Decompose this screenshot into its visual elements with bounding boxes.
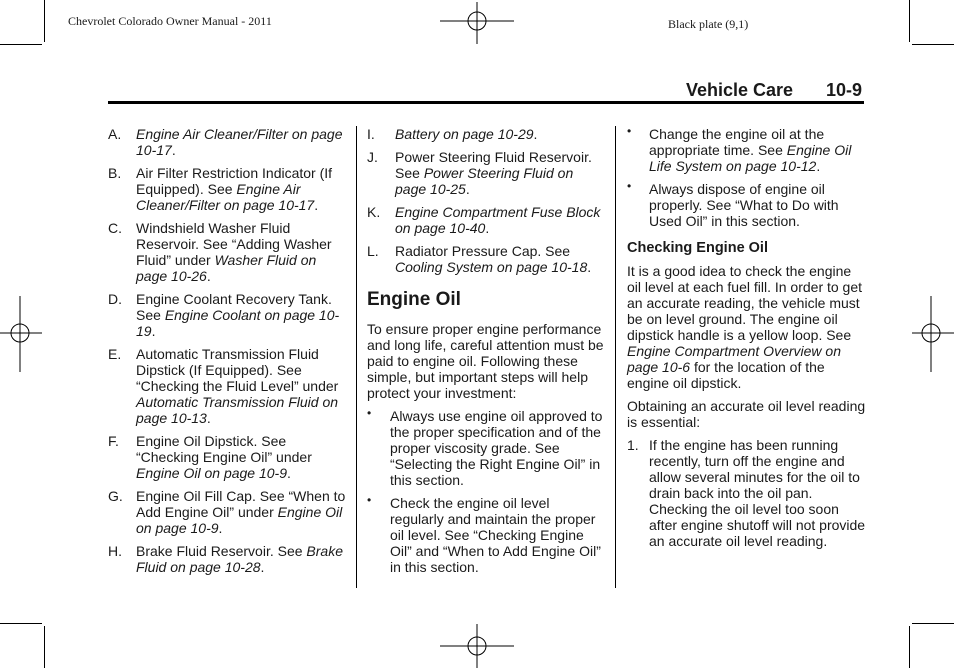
cross-reference[interactable]: Power Steering Fluid on page 10-25 bbox=[395, 165, 574, 197]
bullet-icon: • bbox=[627, 179, 632, 193]
crop-mark bbox=[912, 44, 954, 45]
page-number: 10-9 bbox=[826, 80, 863, 100]
column-divider bbox=[615, 126, 616, 588]
step-1: 1. If the engine has been running recently, turn off the engine and allow several minutes for the oil to drain back into the oil pan. Checking the oil level too soon after engine shutoff will not provide an accurate oil level reading. bbox=[627, 437, 866, 549]
cross-reference[interactable]: Engine Compartment Fuse Block on page 10-40 bbox=[395, 204, 601, 236]
checking-engine-oil-heading: Checking Engine Oil bbox=[627, 240, 768, 256]
cross-reference[interactable]: Engine Coolant on page 10-19 bbox=[136, 307, 340, 339]
header-rule bbox=[108, 101, 864, 104]
paragraph: Obtaining an accurate oil level reading is essential: bbox=[627, 398, 866, 430]
cross-reference[interactable]: Battery on page 10-29 bbox=[395, 126, 534, 142]
cross-reference[interactable]: Engine Compartment Overview on page 10-6 bbox=[627, 343, 841, 375]
legend-item-g: G. Engine Oil Fill Cap. See “When to Add Engine Oil” under Engine Oil on page 10-9. bbox=[108, 488, 346, 536]
bullet-icon: • bbox=[627, 124, 632, 138]
column-3 bbox=[627, 126, 867, 556]
crop-mark bbox=[0, 623, 42, 624]
registration-mark-top bbox=[440, 2, 516, 44]
legend-item-k: K. Engine Compartment Fuse Block on page 10-40. bbox=[367, 204, 601, 236]
legend-item-c: C. Windshield Washer Fluid Reservoir. See “Adding Washer Fluid” under Washer Fluid on page 10-26. bbox=[108, 220, 332, 284]
cross-reference[interactable]: Engine Oil Life System on page 10-12 bbox=[649, 142, 852, 174]
column-1 bbox=[108, 126, 348, 582]
list-item: • Check the engine oil level regularly and maintain the proper oil level. See “Checking Engine Oil” and “When to Add Engine Oil” in this section. bbox=[367, 493, 601, 575]
plate-label: Black plate (9,1) bbox=[668, 17, 749, 31]
cross-reference[interactable]: Engine Air Cleaner/Filter on page 10-17 bbox=[136, 181, 315, 213]
crop-mark bbox=[909, 0, 910, 42]
column-divider bbox=[356, 126, 357, 588]
cross-reference[interactable]: Brake Fluid on page 10-28 bbox=[136, 543, 343, 575]
cross-reference[interactable]: Automatic Transmission Fluid on page 10-13 bbox=[136, 394, 339, 426]
legend-item-l: L. Radiator Pressure Cap. See Cooling System on page 10-18. bbox=[367, 243, 592, 275]
engine-oil-heading: Engine Oil bbox=[367, 289, 461, 310]
legend-item-e: E. Automatic Transmission Fluid Dipstick (If Equipped). See “Checking the Fluid Level” under Automatic Transmission Fluid on page 10-13. bbox=[108, 346, 339, 426]
list-item: • Always use engine oil approved to the proper specification and of the proper viscosity grade. See “Selecting the Right Engine Oil” in this section. bbox=[367, 406, 603, 488]
legend-item-f: F. Engine Oil Dipstick. See “Checking Engine Oil” under Engine Oil on page 10-9. bbox=[108, 433, 312, 481]
registration-mark-left bbox=[0, 296, 42, 372]
legend-item-b: B. Air Filter Restriction Indicator (If Equipped). See Engine Air Cleaner/Filter on page 10-17. bbox=[108, 165, 333, 213]
engine-oil-intro: To ensure proper engine performance and long life, careful attention must be paid to engine oil. Following these simple, but important steps will help protect your investment: bbox=[367, 321, 604, 401]
crop-mark bbox=[44, 626, 45, 668]
registration-mark-bottom bbox=[440, 624, 516, 668]
list-item: • Always dispose of engine oil properly. See “What to Do with Used Oil” in this section. bbox=[627, 179, 839, 229]
legend-item-a: A. Engine Air Cleaner/Filter on page 10-17. bbox=[108, 126, 343, 158]
cross-reference[interactable]: Engine Oil on page 10-9 bbox=[136, 465, 287, 481]
cross-reference[interactable]: Cooling System on page 10-18 bbox=[395, 259, 588, 275]
cross-reference[interactable]: Washer Fluid on page 10-26 bbox=[136, 252, 317, 284]
bullet-icon: • bbox=[367, 493, 372, 507]
column-2 bbox=[367, 126, 607, 582]
cross-reference[interactable]: Engine Oil on page 10-9 bbox=[136, 504, 343, 536]
registration-mark-right bbox=[912, 296, 954, 372]
manual-title: Chevrolet Colorado Owner Manual - 2011 bbox=[68, 14, 272, 28]
paragraph: It is a good idea to check the engine oil level at each fuel fill. In order to get an accurate reading, the vehicle must be on level ground. The engine oil dipstick handle is a yellow loop. See Engine Compartment Overview on page 10-6 for the location of the engine oil dipstick. bbox=[627, 263, 863, 391]
crop-mark bbox=[912, 623, 954, 624]
crop-mark bbox=[44, 0, 45, 42]
legend-item-d: D. Engine Coolant Recovery Tank. See Engine Coolant on page 10-19. bbox=[108, 291, 340, 339]
crop-mark bbox=[909, 626, 910, 668]
section-title: Vehicle Care bbox=[686, 80, 794, 100]
list-item: • Change the engine oil at the appropriate time. See Engine Oil Life System on page 10-12. bbox=[627, 124, 852, 174]
cross-reference[interactable]: Engine Air Cleaner/Filter on page 10-17 bbox=[136, 126, 343, 158]
crop-mark bbox=[0, 44, 42, 45]
legend-item-j: J. Power Steering Fluid Reservoir. See Power Steering Fluid on page 10-25. bbox=[367, 149, 592, 197]
legend-item-h: H. Brake Fluid Reservoir. See Brake Fluid on page 10-28. bbox=[108, 543, 343, 575]
legend-item-i: I. Battery on page 10-29. bbox=[367, 126, 538, 142]
bullet-icon: • bbox=[367, 406, 372, 420]
